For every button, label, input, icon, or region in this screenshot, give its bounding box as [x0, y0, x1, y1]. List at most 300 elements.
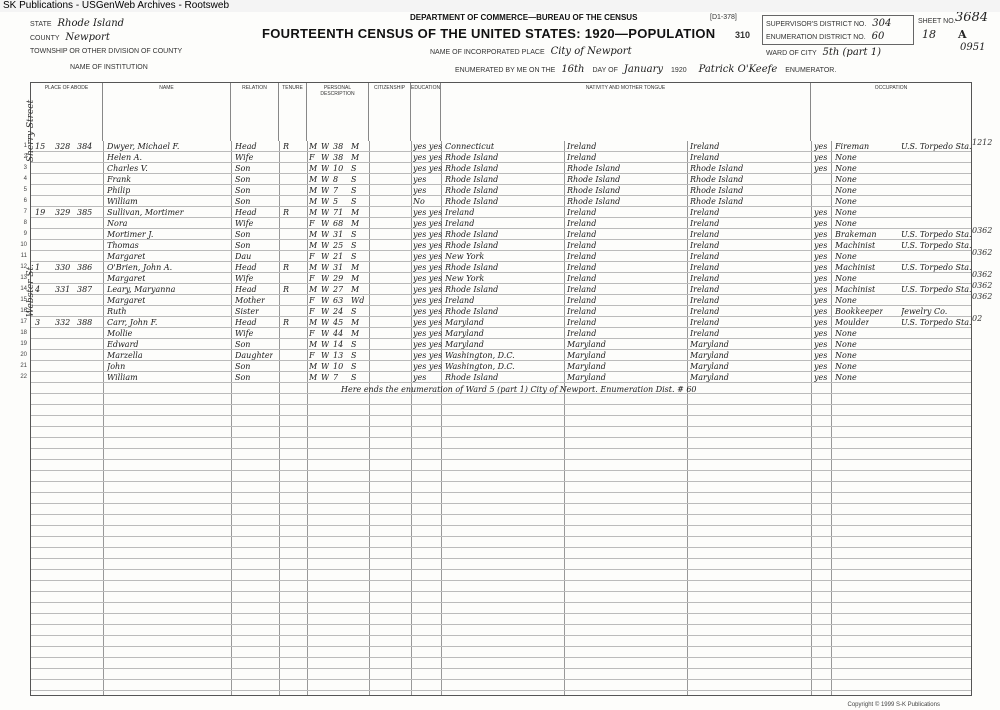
sex: F: [309, 153, 315, 162]
state-value: Rhode Island: [57, 18, 125, 29]
speaks-english: yes: [814, 153, 828, 162]
occupation: Machinist: [835, 285, 876, 294]
col-relation: RELATION: [231, 83, 279, 141]
sex: F: [309, 307, 315, 316]
sex: F: [309, 274, 315, 283]
blank-row: [31, 636, 971, 647]
race: W: [321, 186, 330, 195]
line-number: 7: [23, 209, 27, 215]
copyright-footer: Copyright © 1999 S-K Publications: [847, 702, 940, 708]
age: 7: [333, 373, 339, 382]
blank-row: [31, 548, 971, 559]
age: 8: [333, 175, 339, 184]
father-birthplace: Rhode Island: [567, 175, 621, 184]
census-row: [23, 185, 971, 196]
census-row: [23, 174, 971, 185]
father-birthplace: Rhode Island: [567, 164, 621, 173]
occupation: None: [835, 175, 857, 184]
person-name: Charles V.: [107, 164, 148, 173]
father-birthplace: Ireland: [567, 252, 597, 261]
institution-label: NAME OF INSTITUTION: [70, 64, 148, 71]
line-number: 8: [23, 220, 27, 226]
marital-status: S: [351, 175, 357, 184]
speaks-english: yes: [814, 340, 828, 349]
person-name: Margaret: [107, 274, 146, 283]
relation: Son: [235, 164, 251, 173]
father-birthplace: Ireland: [567, 307, 597, 316]
census-row: [23, 229, 972, 240]
race: W: [321, 230, 330, 239]
birthplace: Ireland: [445, 296, 475, 305]
mother-birthplace: Ireland: [690, 252, 720, 261]
blank-row: [31, 625, 971, 636]
marital-status: Wd: [351, 296, 365, 305]
race: W: [321, 208, 330, 217]
line-number: 17: [20, 319, 27, 325]
industry: U.S. Torpedo Sta.: [901, 263, 972, 272]
col-place-of-abode: PLACE OF ABODE: [31, 83, 103, 141]
house-number: 388: [77, 318, 93, 327]
age: 38: [333, 153, 344, 162]
education: yes yes: [413, 307, 443, 316]
line-number: 1: [23, 143, 27, 149]
tenure: R: [283, 208, 290, 217]
mother-birthplace: Maryland: [690, 351, 729, 360]
birthplace: Maryland: [445, 318, 484, 327]
father-birthplace: Ireland: [567, 296, 597, 305]
enum-month: January: [623, 64, 664, 75]
sheet-label: SHEET NO.: [918, 18, 956, 25]
line-number: 3: [23, 165, 27, 171]
father-birthplace: Maryland: [567, 351, 606, 360]
blank-row: [31, 603, 971, 614]
age: 10: [333, 164, 344, 173]
blank-row: [31, 416, 971, 427]
age: 29: [333, 274, 344, 283]
family-number: 328: [55, 142, 71, 151]
line-number: 13: [20, 275, 27, 281]
census-row: [20, 350, 971, 361]
corner-number: 3684: [955, 12, 989, 25]
mother-birthplace: Ireland: [690, 285, 720, 294]
mother-birthplace: Ireland: [690, 230, 720, 239]
speaks-english: yes: [814, 219, 828, 228]
ed-label: ENUMERATION DISTRICT NO.: [766, 34, 866, 41]
census-title: FOURTEENTH CENSUS OF THE UNITED STATES: 1920—POPULATION: [262, 26, 716, 41]
father-birthplace: Ireland: [567, 285, 597, 294]
census-row: [20, 295, 971, 306]
line-number: 9: [23, 231, 27, 237]
blank-row: [31, 680, 971, 691]
father-birthplace: Maryland: [567, 373, 606, 382]
marital-status: S: [351, 241, 357, 250]
race: W: [321, 318, 330, 327]
education: yes yes: [413, 153, 443, 162]
enumeration-date: [455, 64, 836, 75]
relation: Son: [235, 175, 251, 184]
marital-status: S: [351, 351, 357, 360]
relation: Wife: [235, 329, 254, 338]
education: yes yes: [413, 230, 443, 239]
right-margin-code: 0362: [972, 226, 993, 235]
census-row: [23, 196, 971, 207]
right-margin-code: 0362: [972, 248, 993, 257]
person-name: Thomas: [107, 241, 139, 250]
county-field: [30, 32, 110, 43]
sex: M: [309, 263, 318, 272]
education: yes yes: [413, 329, 443, 338]
speaks-english: yes: [814, 164, 828, 173]
education: yes yes: [413, 285, 443, 294]
sex: M: [309, 197, 318, 206]
sex: M: [309, 175, 318, 184]
family-number: 332: [55, 318, 71, 327]
industry: U.S. Torpedo Sta.: [901, 230, 972, 239]
birthplace: Rhode Island: [445, 230, 499, 239]
marital-status: M: [351, 142, 360, 151]
blank-row: [31, 394, 971, 405]
education: yes yes: [413, 340, 443, 349]
sex: M: [309, 241, 318, 250]
age: 14: [333, 340, 344, 349]
blank-row: [31, 559, 971, 570]
marital-status: S: [351, 164, 357, 173]
occupation: Brakeman: [835, 230, 877, 239]
father-birthplace: Ireland: [567, 263, 597, 272]
mother-birthplace: Ireland: [690, 318, 720, 327]
birthplace: New York: [445, 252, 485, 261]
father-birthplace: Ireland: [567, 318, 597, 327]
sex: F: [309, 252, 315, 261]
mother-birthplace: Rhode Island: [690, 186, 744, 195]
col-tenure: TENURE: [279, 83, 307, 141]
blank-row: [31, 614, 971, 625]
occupation: Bookkeeper: [835, 307, 884, 316]
census-row: [23, 163, 971, 174]
sheet-value: 18: [922, 28, 936, 41]
mother-birthplace: Ireland: [690, 153, 720, 162]
line-number: 16: [20, 308, 27, 314]
birthplace: Connecticut: [445, 142, 495, 151]
father-birthplace: Ireland: [567, 241, 597, 250]
person-name: Dwyer, Michael F.: [107, 142, 180, 151]
marital-status: S: [351, 362, 357, 371]
person-name: Margaret: [107, 252, 146, 261]
occupation: None: [835, 153, 857, 162]
person-name: John: [107, 362, 126, 371]
marital-status: M: [351, 263, 360, 272]
age: 7: [333, 186, 339, 195]
census-row: [20, 262, 972, 273]
person-name: Leary, Maryanna: [107, 285, 176, 294]
relation: Head: [235, 285, 257, 294]
blank-row: [31, 537, 971, 548]
census-grid: [20, 82, 972, 696]
speaks-english: yes: [814, 241, 828, 250]
blank-row: [31, 669, 971, 680]
relation: Wife: [235, 219, 254, 228]
marital-status: M: [351, 219, 360, 228]
mother-birthplace: Rhode Island: [690, 175, 744, 184]
education: yes yes: [413, 219, 443, 228]
sex: M: [309, 142, 318, 151]
mother-birthplace: Ireland: [690, 241, 720, 250]
margin-note-street-2: Webster St.: [26, 264, 36, 317]
race: W: [321, 296, 330, 305]
tenure: R: [283, 263, 290, 272]
birthplace: Ireland: [445, 208, 475, 217]
census-row: [20, 339, 971, 350]
person-name: Ruth: [107, 307, 127, 316]
sex: M: [309, 340, 318, 349]
sex: M: [309, 318, 318, 327]
col-nativity: NATIVITY AND MOTHER TONGUE: [441, 83, 811, 141]
census-row: [20, 273, 971, 284]
speaks-english: yes: [814, 142, 828, 151]
birthplace: Rhode Island: [445, 263, 499, 272]
occupation: Moulder: [835, 318, 870, 327]
page-stamp: 310: [735, 30, 751, 40]
race: W: [321, 340, 330, 349]
census-row: [20, 317, 972, 328]
age: 27: [333, 285, 344, 294]
state-label: STATE: [30, 21, 52, 28]
dwelling-number: 1: [35, 263, 41, 272]
sex: M: [309, 362, 318, 371]
form-code: [D1-378]: [710, 14, 737, 21]
marital-status: M: [351, 329, 360, 338]
blank-row: [31, 570, 971, 581]
sex: F: [309, 296, 315, 305]
col-name: NAME: [103, 83, 231, 141]
house-number: 385: [77, 208, 93, 217]
speaks-english: yes: [814, 285, 828, 294]
township-label: TOWNSHIP OR OTHER DIVISION OF COUNTY: [30, 48, 183, 55]
education: yes yes: [413, 208, 443, 217]
person-name: Helen A.: [107, 153, 143, 162]
supervisor-field: [766, 18, 891, 29]
census-sheet: [0, 12, 1000, 710]
right-margin-code: 02: [972, 314, 983, 323]
dwelling-number: 15: [35, 142, 46, 151]
marital-status: M: [351, 153, 360, 162]
census-row: [20, 361, 971, 372]
race: W: [321, 252, 330, 261]
education: yes yes: [413, 318, 443, 327]
age: 21: [333, 252, 344, 261]
census-row: [23, 207, 971, 218]
education: yes: [413, 373, 427, 382]
occupation: None: [835, 362, 857, 371]
race: W: [321, 142, 330, 151]
speaks-english: yes: [814, 329, 828, 338]
mother-birthplace: Ireland: [690, 296, 720, 305]
person-name: Edward: [107, 340, 139, 349]
blank-row: [31, 482, 971, 493]
father-birthplace: Ireland: [567, 142, 597, 151]
census-row: [20, 240, 972, 251]
race: W: [321, 241, 330, 250]
relation: Son: [235, 340, 251, 349]
col-occupation: OCCUPATION: [874, 85, 908, 91]
census-row: [20, 251, 971, 262]
place-value: City of Newport: [550, 46, 632, 57]
occupation: None: [835, 164, 857, 173]
col-personal-description: PERSONAL DESCRIPTION: [307, 83, 369, 141]
enum-day: 16th: [561, 64, 585, 75]
education: yes yes: [413, 296, 443, 305]
col-citizenship: CITIZENSHIP: [369, 83, 411, 141]
education: yes: [413, 186, 427, 195]
industry: Jewelry Co.: [901, 307, 948, 316]
marital-status: M: [351, 274, 360, 283]
industry: U.S. Torpedo Sta.: [901, 142, 972, 151]
occupation: Machinist: [835, 241, 876, 250]
age: 44: [333, 329, 344, 338]
line-number: 12: [20, 264, 27, 270]
right-margin-code: 0362: [972, 270, 993, 279]
census-row: [20, 372, 971, 383]
education: yes yes: [413, 252, 443, 261]
father-birthplace: Ireland: [567, 274, 597, 283]
education: yes yes: [413, 274, 443, 283]
relation: Head: [235, 208, 257, 217]
race: W: [321, 307, 330, 316]
line-number: 19: [20, 341, 27, 347]
family-number: 329: [55, 208, 71, 217]
ed-value: 60: [871, 31, 885, 42]
marital-status: S: [351, 186, 357, 195]
birthplace: Rhode Island: [445, 164, 499, 173]
house-number: 384: [77, 142, 93, 151]
birthplace: New York: [445, 274, 485, 283]
right-margin-code: 0362: [972, 292, 993, 301]
birthplace: Rhode Island: [445, 153, 499, 162]
father-birthplace: Maryland: [567, 362, 606, 371]
race: W: [321, 329, 330, 338]
sheet-letter: A: [958, 28, 967, 41]
relation: Wife: [235, 274, 254, 283]
blank-row: [31, 427, 971, 438]
race: W: [321, 274, 330, 283]
right-margin-code: 1212: [972, 138, 993, 147]
census-row: [23, 152, 971, 163]
speaks-english: yes: [814, 373, 828, 382]
age: 13: [333, 351, 344, 360]
enum-year: 1920: [671, 67, 687, 74]
speaks-english: yes: [814, 318, 828, 327]
person-name: Nora: [107, 219, 128, 228]
person-name: Mortimer J.: [107, 230, 154, 239]
relation: Son: [235, 186, 251, 195]
father-birthplace: Ireland: [567, 329, 597, 338]
department-heading: DEPARTMENT OF COMMERCE—BUREAU OF THE CENSUS: [410, 13, 638, 22]
closing-note: Here ends the enumeration of Ward 5 (part 1) City of Newport. Enumeration Dist. # 60: [341, 385, 697, 394]
line-number: 4: [23, 176, 27, 182]
blank-row: [31, 515, 971, 526]
age: 38: [333, 142, 344, 151]
census-row: [23, 218, 971, 229]
township-field: [30, 48, 182, 55]
census-row: [23, 141, 972, 152]
margin-note-street-1: Sherry Street: [26, 99, 36, 162]
blank-row: [31, 504, 971, 515]
occupation: None: [835, 340, 857, 349]
father-birthplace: Ireland: [567, 153, 597, 162]
education: No: [413, 197, 425, 206]
census-row: [20, 328, 971, 339]
sex: M: [309, 285, 318, 294]
line-number: 10: [20, 242, 27, 248]
race: W: [321, 153, 330, 162]
mother-birthplace: Ireland: [690, 142, 720, 151]
person-name: Carr, John F.: [107, 318, 158, 327]
person-name: Philip: [107, 186, 131, 195]
age: 45: [333, 318, 344, 327]
education: yes yes: [413, 241, 443, 250]
birthplace: Rhode Island: [445, 197, 499, 206]
relation: Dau: [235, 252, 252, 261]
blank-row: [31, 405, 971, 416]
person-name: Margaret: [107, 296, 146, 305]
relation: Son: [235, 362, 251, 371]
speaks-english: yes: [814, 296, 828, 305]
sex: M: [309, 230, 318, 239]
census-row: [20, 284, 972, 295]
birthplace: Washington, D.C.: [445, 351, 515, 360]
birthplace: Ireland: [445, 219, 475, 228]
mother-birthplace: Ireland: [690, 307, 720, 316]
line-number: 18: [20, 330, 27, 336]
occupation: Machinist: [835, 263, 876, 272]
mother-birthplace: Ireland: [690, 274, 720, 283]
race: W: [321, 164, 330, 173]
corner-number-2: 0951: [960, 42, 986, 53]
blank-row: [31, 658, 971, 669]
father-birthplace: Ireland: [567, 230, 597, 239]
occupation: None: [835, 296, 857, 305]
father-birthplace: Maryland: [567, 340, 606, 349]
race: W: [321, 285, 330, 294]
ward-field: [766, 47, 881, 58]
relation: Son: [235, 241, 251, 250]
tenure: R: [283, 318, 290, 327]
relation: Sister: [235, 307, 259, 316]
place-label: NAME OF INCORPORATED PLACE: [430, 49, 545, 56]
marital-status: M: [351, 208, 360, 217]
line-number: 20: [20, 352, 27, 358]
blank-row: [31, 460, 971, 471]
education: yes yes: [413, 362, 443, 371]
birthplace: Rhode Island: [445, 241, 499, 250]
age: 31: [333, 230, 344, 239]
education: yes yes: [413, 142, 443, 151]
marital-status: S: [351, 307, 357, 316]
relation: Head: [235, 318, 257, 327]
relation: Mother: [235, 296, 265, 305]
person-name: Marzella: [107, 351, 143, 360]
age: 10: [333, 362, 344, 371]
occupation: Fireman: [835, 142, 870, 151]
race: W: [321, 351, 330, 360]
mother-birthplace: Maryland: [690, 362, 729, 371]
family-number: 330: [55, 263, 71, 272]
mother-birthplace: Ireland: [690, 263, 720, 272]
father-birthplace: Rhode Island: [567, 197, 621, 206]
occupation: None: [835, 373, 857, 382]
occupation: None: [835, 186, 857, 195]
place-field: [430, 46, 632, 57]
